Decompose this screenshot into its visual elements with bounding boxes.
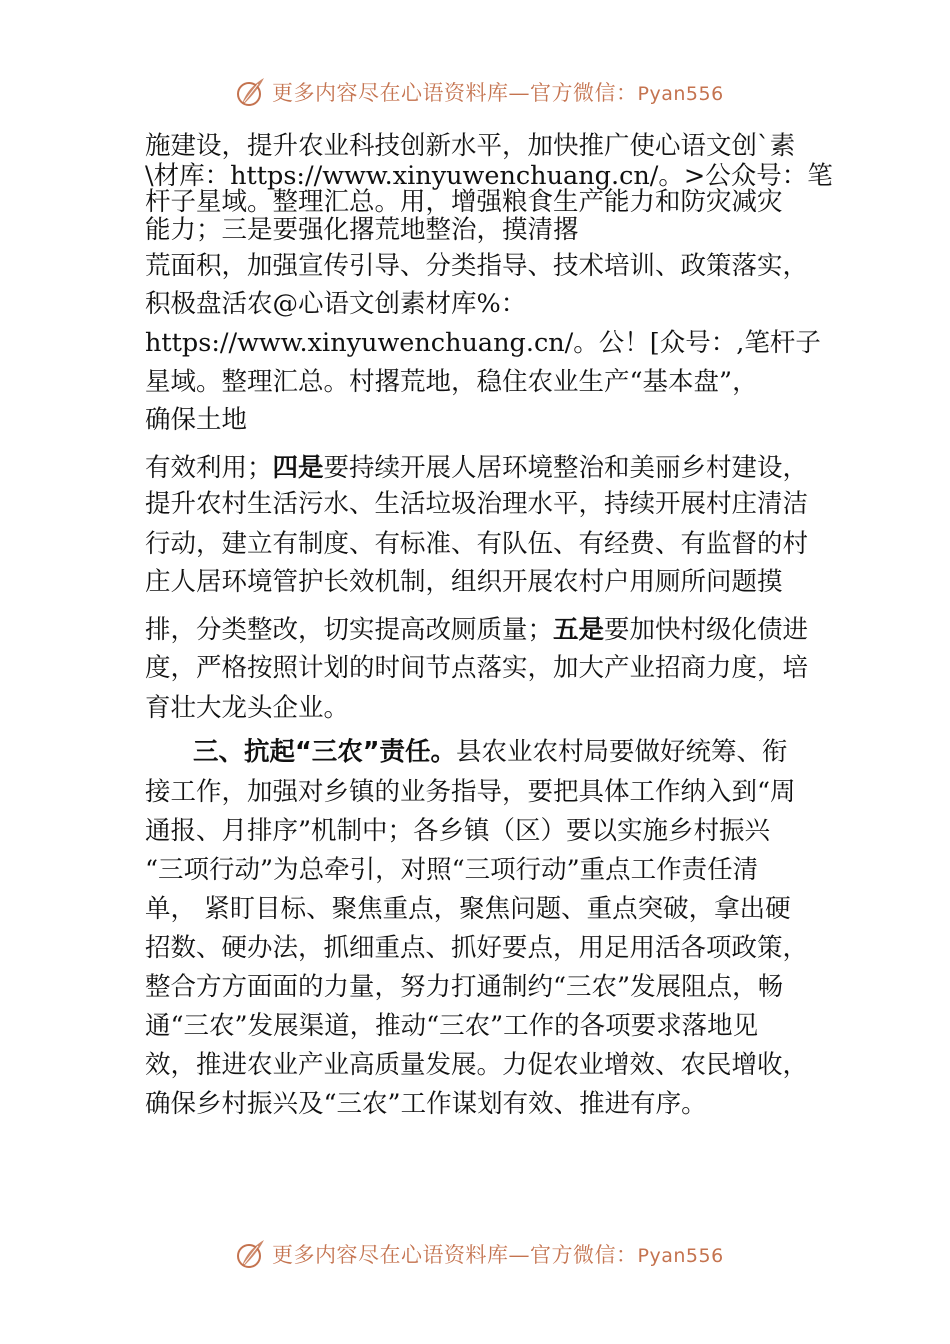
header-watermark [232,74,724,110]
text-line: https://www.xinyuwenchuang.cn/。公！[众号：,笔杆子 [145,328,821,358]
text-line: 积极盘活农@心语文创素材库%： [145,289,527,319]
text-line: 有效利用；四是要持续开展人居环境整治和美丽乡村建设， [145,453,809,483]
section-heading: 三、抗起“三农”责任。 [193,737,457,767]
text-line: 整合方方面面的力量，努力打通制约“三农”发展阻点，畅 [145,972,784,1002]
text-line: 确保土地 [145,405,248,435]
text-line: 施建设，提升农业科技创新水平，加快推广使心语文创`素 [145,131,796,161]
text-line: 效，推进农业产业高质量发展。力促农业增效、农民增收， [145,1050,809,1080]
feather-logo-icon [232,1236,268,1272]
bold-marker: 五是 [553,615,605,645]
text-line: 接工作，加强对乡镇的业务指导，要把具体工作纳入到“周 [145,777,796,807]
feather-logo-icon [232,74,268,110]
text-line: \材库：https://www.xinyuwenchuang.cn/。>公众号：笔 [145,161,833,191]
watermark-text: 更多内容尽在心语资料库—官方微信：Pyan556 [272,81,724,105]
text-line: “三项行动”为总牵引，对照“三项行动”重点工作责任清 [145,855,759,885]
text-line: 排，分类整改，切实提高改厕质量；五是要加快村级化债进 [145,615,809,645]
text-line: 庄人居环境管护长效机制，组织开展农村户用厕所问题摸 [145,567,783,597]
watermark-text: 更多内容尽在心语资料库—官方微信：Pyan556 [272,1243,724,1267]
text-line: 单， 紧盯目标、聚焦重点，聚焦问题、重点突破，拿出硬 [145,894,791,924]
text-line: 星域。整理汇总。村撂荒地，稳住农业生产“基本盘”， [145,367,758,397]
text-line: 提升农村生活污水、生活垃圾治理水平，持续开展村庄清洁 [145,489,809,519]
text-line: 行动，建立有制度、有标准、有队伍、有经费、有监督的村 [145,529,809,559]
text-line: 育壮大龙头企业。 [145,693,350,723]
text-line: 荒面积，加强宣传引导、分类指导、技术培训、政策落实， [145,251,809,281]
text-line: 招数、硬办法，抓细重点、抓好要点，用足用活各项政策， [145,933,809,963]
text-line: 杆子星域。整理汇总。用，增强粮食生产能力和防灾减灾 [145,187,783,217]
bold-marker: 四是 [272,453,324,483]
text-line: 通“三农”发展渠道，推动“三农”工作的各项要求落地见 [145,1011,759,1041]
footer-watermark [232,1236,724,1272]
text-line: 通报、月排序”机制中；各乡镇（区）要以实施乡村振兴 [145,816,771,846]
text-line: 度，严格按照计划的时间节点落实，加大产业招商力度，培 [145,653,809,683]
text-line: 能力；三是要强化撂荒地整治，摸清撂 [145,215,579,245]
text-line: 确保乡村振兴及“三农”工作谋划有效、推进有序。 [145,1089,707,1119]
section-heading-line: 三、抗起“三农”责任。县农业农村局要做好统筹、衔 [193,737,788,767]
